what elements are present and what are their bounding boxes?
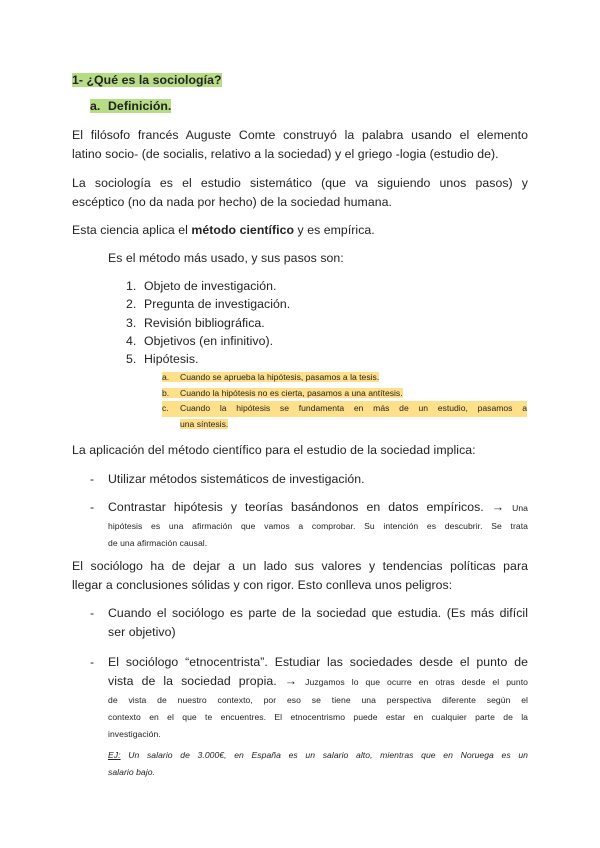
list-item bbox=[162, 370, 527, 386]
danger-line2: vista de la sociedad propia. → bbox=[108, 674, 298, 688]
subsection-title: Definición. bbox=[108, 99, 172, 113]
application-item-text: Utilizar métodos sistemáticos de investigación. bbox=[108, 472, 365, 486]
step-number: 4. bbox=[126, 333, 137, 348]
section-title-text: 1- ¿Qué es la sociología? bbox=[72, 73, 222, 87]
step-text: Pregunta de investigación. bbox=[144, 297, 291, 312]
note-text-line1: Cuando la hipótesis se fundamenta en más de un estudio, pasamos a bbox=[180, 401, 527, 417]
paragraph-method-after: y es empírica. bbox=[294, 223, 375, 237]
note-line5: investigación. bbox=[108, 729, 161, 739]
step-text: Hipótesis. bbox=[144, 352, 199, 367]
step-text: Objetivos (en infinitivo). bbox=[144, 333, 274, 348]
example-text: Un salario de 3.000€, en España es un salario alto, mientras que en Noruega es un bbox=[120, 750, 528, 760]
note-inline: Una bbox=[512, 503, 528, 513]
note-text-line2: una síntesis. bbox=[180, 418, 229, 429]
step-number: 1. bbox=[126, 279, 137, 293]
dash-bullet: - bbox=[90, 655, 95, 669]
list-item bbox=[126, 332, 290, 350]
list-item bbox=[162, 386, 527, 402]
list-item bbox=[126, 314, 290, 332]
note-letter: a. bbox=[162, 372, 170, 382]
danger-line2: ser objetivo) bbox=[108, 625, 176, 639]
example-line2: salario bajo. bbox=[108, 767, 155, 777]
paragraph-origin bbox=[72, 126, 528, 164]
note-line4: contexto en el que te encuentres. El etnocentrismo puede estar en cualquier parte de la bbox=[108, 712, 528, 722]
paragraph-definition-line2: escéptico (no da nada por hecho) de la sociedad humana. bbox=[72, 195, 392, 209]
note-inline: Juzgamos lo que ocurre en otras desde el punto bbox=[305, 677, 528, 687]
danger-item-2 bbox=[90, 653, 528, 781]
paragraph-definition-line1: La sociología es el estudio sistemático (que va siguiendo unos pasos) y bbox=[72, 176, 528, 190]
list-item bbox=[162, 401, 527, 432]
step-number: 5. bbox=[126, 352, 137, 367]
note-line3: de vista de nuestro contexto, por eso se tiene una perspectiva diferente según el bbox=[108, 695, 528, 705]
dash-bullet: - bbox=[90, 500, 95, 514]
scientific-method-term: método científico bbox=[191, 223, 295, 237]
danger-line1: Cuando el sociólogo es parte de la sociedad que estudia. (Es más difícil bbox=[108, 606, 528, 620]
note-line2: hipótesis es una afirmación que vamos a comprobar. Su intención es descubrir. Se trata bbox=[108, 521, 528, 531]
step-text: Objeto de investigación. bbox=[144, 279, 277, 293]
steps-intro: Es el método más usado, y sus pasos son: bbox=[108, 251, 344, 265]
step-number: 2. bbox=[126, 297, 137, 312]
paragraph-sociologist-line1: El sociólogo ha de dejar a un lado sus valores y tendencias políticas para bbox=[72, 559, 528, 573]
list-item bbox=[126, 277, 290, 295]
paragraph-sociologist bbox=[72, 557, 528, 595]
danger-item-1 bbox=[90, 604, 528, 642]
paragraph-definition bbox=[72, 174, 528, 212]
paragraph-method-before: Esta ciencia aplica el bbox=[72, 223, 192, 237]
paragraph-sociologist-line2: llegar a conclusiones sólidas y con rigor. Esto conlleva unos peligros: bbox=[72, 578, 453, 592]
step-text: Revisión bibliográfica. bbox=[144, 315, 265, 330]
steps-list bbox=[126, 277, 290, 368]
subsection-heading bbox=[90, 97, 171, 116]
note-letter: b. bbox=[162, 387, 170, 398]
dash-bullet: - bbox=[90, 606, 95, 620]
example-label: EJ: bbox=[108, 750, 121, 760]
list-item bbox=[126, 295, 290, 313]
paragraph-origin-line2: latino socio- (de socialis, relativo a la sociedad) y el griego -logia (estudio de). bbox=[72, 147, 499, 161]
application-item-1 bbox=[90, 470, 528, 489]
danger-line1: El sociólogo “etnocentrista”. Estudiar las sociedades desde el punto de bbox=[108, 655, 528, 669]
paragraph-method bbox=[72, 221, 375, 240]
hypothesis-notes bbox=[162, 370, 527, 432]
step-number: 3. bbox=[126, 315, 137, 330]
example-line1 bbox=[108, 747, 528, 764]
section-title bbox=[72, 71, 222, 90]
paragraph-origin-line1: El filósofo francés Auguste Comte construyó la palabra usando el elemento bbox=[72, 128, 528, 142]
note-line3: de una afirmación causal. bbox=[108, 538, 208, 548]
paragraph-application: La aplicación del método científico para el estudio de la sociedad implica: bbox=[72, 443, 476, 457]
note-letter: c. bbox=[162, 403, 169, 413]
dash-bullet: - bbox=[90, 472, 95, 486]
application-item-2 bbox=[90, 498, 528, 552]
note-text: Cuando se aprueba la hipótesis, pasamos a la tesis. bbox=[180, 372, 380, 382]
application-item-text: Contrastar hipótesis y teorías basándonos en datos empíricos. → bbox=[108, 500, 505, 514]
subsection-marker: a. bbox=[90, 99, 101, 113]
list-item bbox=[126, 350, 290, 368]
note-text: Cuando la hipótesis no es cierta, pasamos a una antítesis. bbox=[180, 387, 403, 398]
